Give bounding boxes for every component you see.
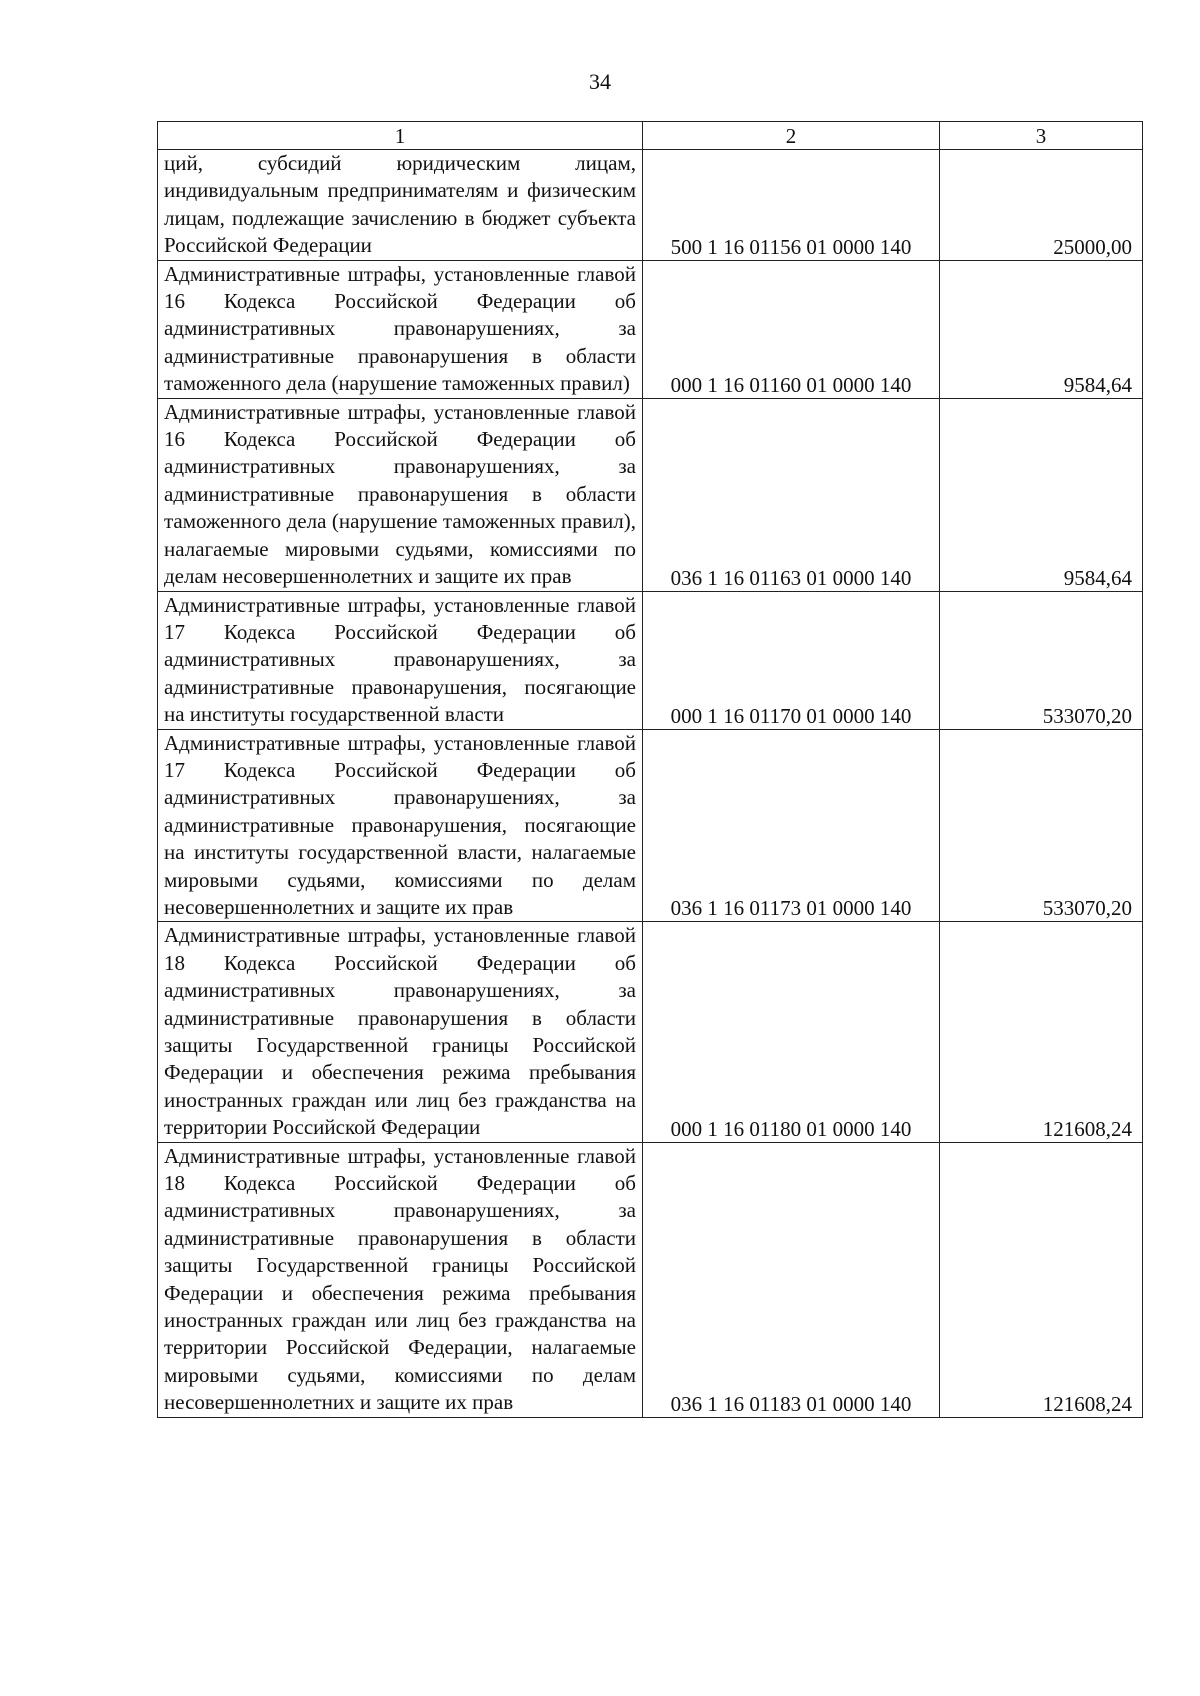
row-budget-code: 036 1 16 01183 01 0000 140: [643, 1142, 940, 1417]
row-description: Административные штрафы, установленные главой 18 Кодекса Российской Федерации об административных правонарушениях, за административные правонарушения в области защиты Государственной границы Российской Федерации и обеспечения режима пребывания иностранных граждан или лиц без гражданства на территории Российской Федерации, налагаемые мировыми судьями, комиссиями по делам несовершеннолетних и защите их прав: [158, 1142, 643, 1417]
row-description: Административные штрафы, установленные главой 16 Кодекса Российской Федерации об административных правонарушениях, за административные правонарушения в области таможенного дела (нарушение таможенных правил), налагаемые мировыми судьями, комиссиями по делам несовершеннолетних и защите их прав: [158, 398, 643, 591]
column-header-code: 2: [643, 122, 940, 150]
table-row: [158, 729, 1143, 922]
table-row: [158, 398, 1143, 591]
table-row: [158, 1142, 1143, 1417]
row-budget-code: 036 1 16 01163 01 0000 140: [643, 398, 940, 591]
budget-revenue-table: [157, 121, 1143, 1418]
table-row: [158, 150, 1143, 261]
column-header-amount: 3: [940, 122, 1143, 150]
row-amount: 9584,64: [940, 260, 1143, 398]
row-amount: 121608,24: [940, 922, 1143, 1142]
row-amount: 533070,20: [940, 729, 1143, 922]
row-budget-code: 000 1 16 01170 01 0000 140: [643, 591, 940, 729]
page-number: 34: [589, 69, 611, 94]
row-description: Административные штрафы, установленные главой 17 Кодекса Российской Федерации об административных правонарушениях, за административные правонарушения, посягающие на институты государственной власти: [158, 591, 643, 729]
row-amount: 25000,00: [940, 150, 1143, 261]
row-description: ций, субсидий юридическим лицам, индивидуальным предпринимателям и физическим лицам, подлежащие зачислению в бюджет субъекта Российской Федерации: [158, 150, 643, 261]
table-row: [158, 591, 1143, 729]
row-description: Административные штрафы, установленные главой 17 Кодекса Российской Федерации об административных правонарушениях, за административные правонарушения, посягающие на институты государственной власти, налагаемые мировыми судьями, комиссиями по делам несовершеннолетних и защите их прав: [158, 729, 643, 922]
row-description: Административные штрафы, установленные главой 18 Кодекса Российской Федерации об административных правонарушениях, за административные правонарушения в области защиты Государственной границы Российской Федерации и обеспечения режима пребывания иностранных граждан или лиц без гражданства на территории Российской Федерации: [158, 922, 643, 1142]
row-amount: 533070,20: [940, 591, 1143, 729]
row-amount: 9584,64: [940, 398, 1143, 591]
table-row: [158, 922, 1143, 1142]
table-header-row: [158, 122, 1143, 150]
row-budget-code: 000 1 16 01180 01 0000 140: [643, 922, 940, 1142]
row-budget-code: 500 1 16 01156 01 0000 140: [643, 150, 940, 261]
column-header-description: 1: [158, 122, 643, 150]
row-budget-code: 036 1 16 01173 01 0000 140: [643, 729, 940, 922]
table-row: [158, 260, 1143, 398]
row-description: Административные штрафы, установленные главой 16 Кодекса Российской Федерации об административных правонарушениях, за административные правонарушения в области таможенного дела (нарушение таможенных правил): [158, 260, 643, 398]
row-amount: 121608,24: [940, 1142, 1143, 1417]
row-budget-code: 000 1 16 01160 01 0000 140: [643, 260, 940, 398]
